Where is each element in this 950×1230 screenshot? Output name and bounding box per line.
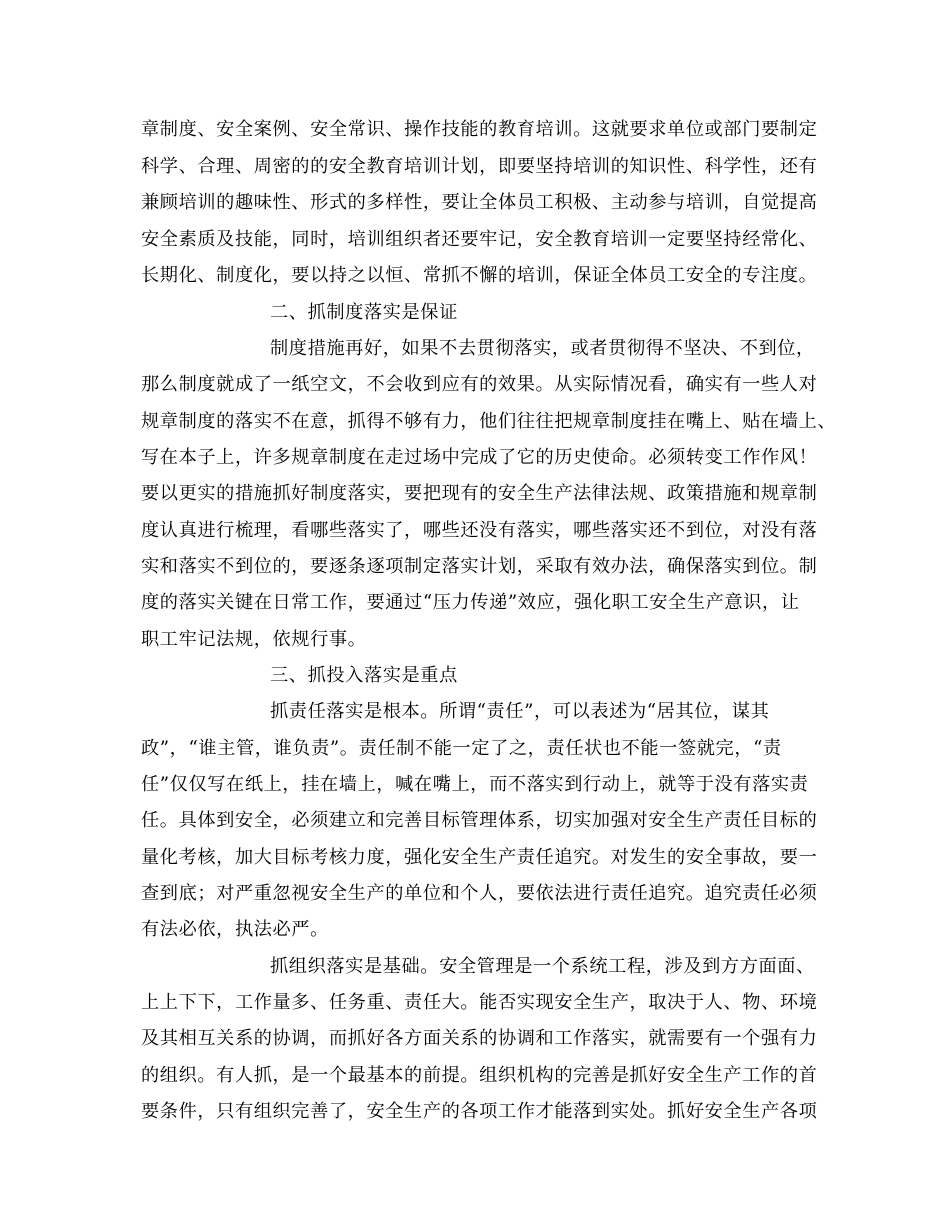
body-text-line: 职工牢记法规，依规行事。 xyxy=(141,629,367,650)
body-text-line: 科学、合理、周密的的安全教育培训计划，即要坚持培训的知识性、科学性，还有 xyxy=(141,156,818,177)
body-text-line: 度认真进行梳理，看哪些落实了，哪些还没有落实，哪些落实还不到位，对没有落 xyxy=(141,520,818,541)
paragraph-first-line: 抓责任落实是根本。所谓“责任”，可以表述为“居其位，谋其 xyxy=(270,701,770,722)
body-text-line: 要以更实的措施抓好制度落实，要把现有的安全生产法律法规、政策措施和规章制 xyxy=(141,483,818,504)
body-text-line: 有法必依，执法必严。 xyxy=(141,919,329,940)
body-text-line: 任。具体到安全，必须建立和完善目标管理体系，切实加强对安全生产责任目标的 xyxy=(141,810,818,831)
body-text-line: 量化考核，加大目标考核力度，强化安全生产责任追究。对发生的安全事故，要一 xyxy=(141,847,818,868)
body-text-line: 任”仅仅写在纸上，挂在墙上，喊在嘴上，而不落实到行动上，就等于没有落实责 xyxy=(141,774,809,795)
body-text-line: 要条件，只有组织完善了，安全生产的各项工作才能落到实处。抓好安全生产各项 xyxy=(141,1101,818,1122)
body-text-line: 上上下下，工作量多、任务重、责任大。能否实现安全生产，取决于人、物、环境 xyxy=(141,992,818,1013)
body-text-line: 那么制度就成了一纸空文，不会收到应有的效果。从实际情况看，确实有一些人对 xyxy=(141,374,818,395)
section-heading-2: 二、抓制度落实是保证 xyxy=(270,302,458,323)
body-text-line: 写在本子上，许多规章制度在走过场中完成了它的历史使命。必须转变工作作风！ xyxy=(141,447,818,468)
body-text-line: 兼顾培训的趣味性、形式的多样性，要让全体员工积极、主动参与培训，自觉提高 xyxy=(141,192,818,213)
paragraph-first-line: 制度措施再好，如果不去贯彻落实，或者贯彻得不坚决、不到位， xyxy=(270,338,815,359)
body-text-line: 的组织。有人抓，是一个最基本的前提。组织机构的完善是抓好安全生产工作的首 xyxy=(141,1065,818,1086)
body-text-line: 实和落实不到位的，要逐条逐项制定落实计划，采取有效办法，确保落实到位。制 xyxy=(141,556,818,577)
body-text-line: 安全素质及技能，同时，培训组织者还要牢记，安全教育培训一定要坚持经常化、 xyxy=(141,229,818,250)
body-text-line: 及其相互关系的协调，而抓好各方面关系的协调和工作落实，就需要有一个强有力 xyxy=(141,1028,818,1049)
body-text-line: 规章制度的落实不在意，抓得不够有力，他们往往把规章制度挂在嘴上、贴在墙上、 xyxy=(141,411,837,432)
body-text-line: 查到底；对严重忽视安全生产的单位和个人，要依法进行责任追究。追究责任必须 xyxy=(141,883,818,904)
body-text-line: 政”，“谁主管，谁负责”。责任制不能一定了之，责任状也不能一签就完，“责 xyxy=(141,738,782,759)
body-text-line: 章制度、安全案例、安全常识、操作技能的教育培训。这就要求单位或部门要制定 xyxy=(141,119,818,140)
paragraph-first-line: 抓组织落实是基础。安全管理是一个系统工程，涉及到方方面面、 xyxy=(270,956,815,977)
body-text-line: 长期化、制度化，要以持之以恒、常抓不懈的培训，保证全体员工安全的专注度。 xyxy=(141,265,818,286)
body-text-line: 度的落实关键在日常工作，要通过“压力传递”效应，强化职工安全生产意识，让 xyxy=(141,592,800,613)
section-heading-3: 三、抓投入落实是重点 xyxy=(270,665,458,686)
